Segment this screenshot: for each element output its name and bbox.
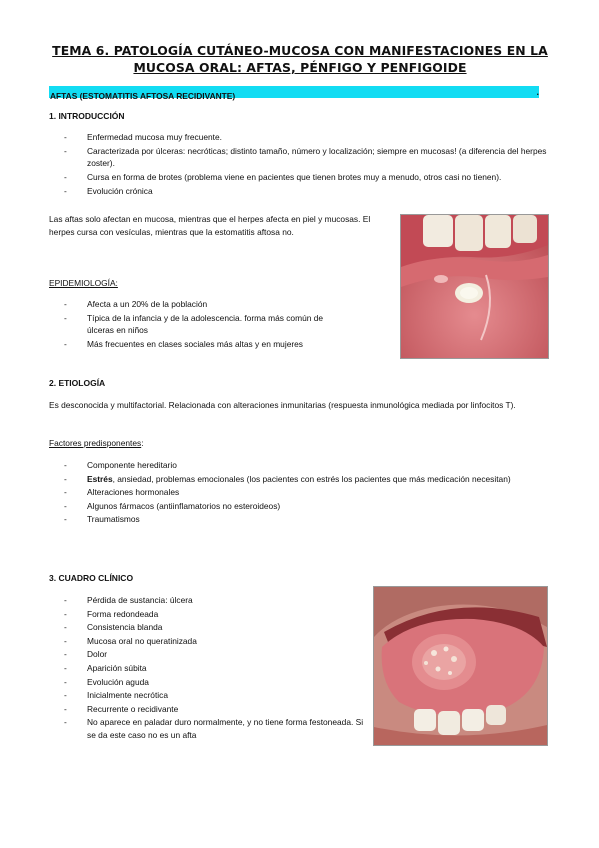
list-item: - Enfermedad mucosa muy frecuente.	[64, 132, 222, 142]
factors-list	[49, 459, 549, 527]
clinical-heading: 3. CUADRO CLÍNICO	[49, 573, 134, 583]
list-item: - Cursa en forma de brotes (problema viene en pacientes que tienen brotes muy a menudo, otros casi no tienen).	[64, 171, 502, 182]
list-item: - Componente hereditario	[64, 460, 177, 470]
list-item: - Dolor	[64, 649, 108, 660]
clinical-list	[49, 594, 367, 743]
section-band-label: AFTAS (ESTOMATITIS AFTOSA RECIDIVANTE)	[50, 91, 236, 101]
list-item: - Aparición súbita	[64, 662, 147, 673]
list-item: - Afecta a un 20% de la población	[64, 299, 208, 309]
list-item: - Caracterizada por úlceras: necróticas; distinto tamaño, número y localización; siempre en mucosas! (a diferencia del herpes zoster).	[64, 145, 547, 169]
list-item: - Forma redondeada	[64, 608, 159, 619]
etiology-heading: 2. ETIOLOGÍA	[49, 378, 106, 388]
intro-heading: 1. INTRODUCCIÓN	[49, 111, 125, 121]
intro-list	[49, 131, 549, 198]
section-band	[49, 86, 539, 101]
list-item: - Consistencia blanda	[64, 622, 163, 633]
epidemiology-list	[49, 298, 349, 352]
tongue-aphtha-photo	[373, 586, 548, 746]
lip-aphtha-photo	[400, 214, 549, 359]
list-item: - Evolución crónica	[64, 185, 153, 196]
page-title: TEMA 6. PATOLOGÍA CUTÁNEO-MUCOSA CON MANIFESTACIONES EN LA MUCOSA ORAL: AFTAS, PÉNFIGO Y PENFIGOIDE	[52, 43, 548, 75]
intro-paragraph: Las aftas solo afectan en mucosa, mientras que el herpes afecta en piel y mucosas. El herpes cursa con vesículas, mientras que la estomatitis aftosa no.	[49, 214, 371, 237]
epidemiology-heading: EPIDEMIOLOGÍA:	[49, 278, 118, 288]
etiology-paragraph: Es desconocida y multifactorial. Relacionada con alteraciones inmunitarias (respuesta inmunológica mediada por linfocitos T).	[49, 400, 516, 410]
list-item: - Traumatismos	[64, 514, 140, 525]
section-band-dot: .	[536, 87, 539, 97]
list-item: - Típica de la infancia y de la adolescencia. forma más común de úlceras en niños	[64, 312, 324, 336]
list-item: - Alteraciones hormonales	[64, 487, 180, 498]
list-item: - Evolución aguda	[64, 676, 149, 687]
list-item: - Algunos fármacos (antiinflamatorios no esteroideos)	[64, 500, 281, 511]
list-item: - Recurrente o recidivante	[64, 703, 179, 714]
list-item: - Mucosa oral no queratinizada	[64, 635, 197, 646]
factors-heading: Factores predisponentes:	[49, 438, 144, 448]
list-item: - Pérdida de sustancia: úlcera	[64, 595, 193, 605]
list-item: - Estrés, ansiedad, problemas emocionales (los pacientes con estrés los pacientes que más medicación necesitan)	[64, 473, 511, 484]
list-item: - Inicialmente necrótica	[64, 690, 168, 701]
list-item: - No aparece en paladar duro normalmente, y no tiene forma festoneada. Si se da este caso no es un afta	[64, 717, 364, 741]
list-item: - Más frecuentes en clases sociales más altas y en mujeres	[64, 338, 303, 349]
